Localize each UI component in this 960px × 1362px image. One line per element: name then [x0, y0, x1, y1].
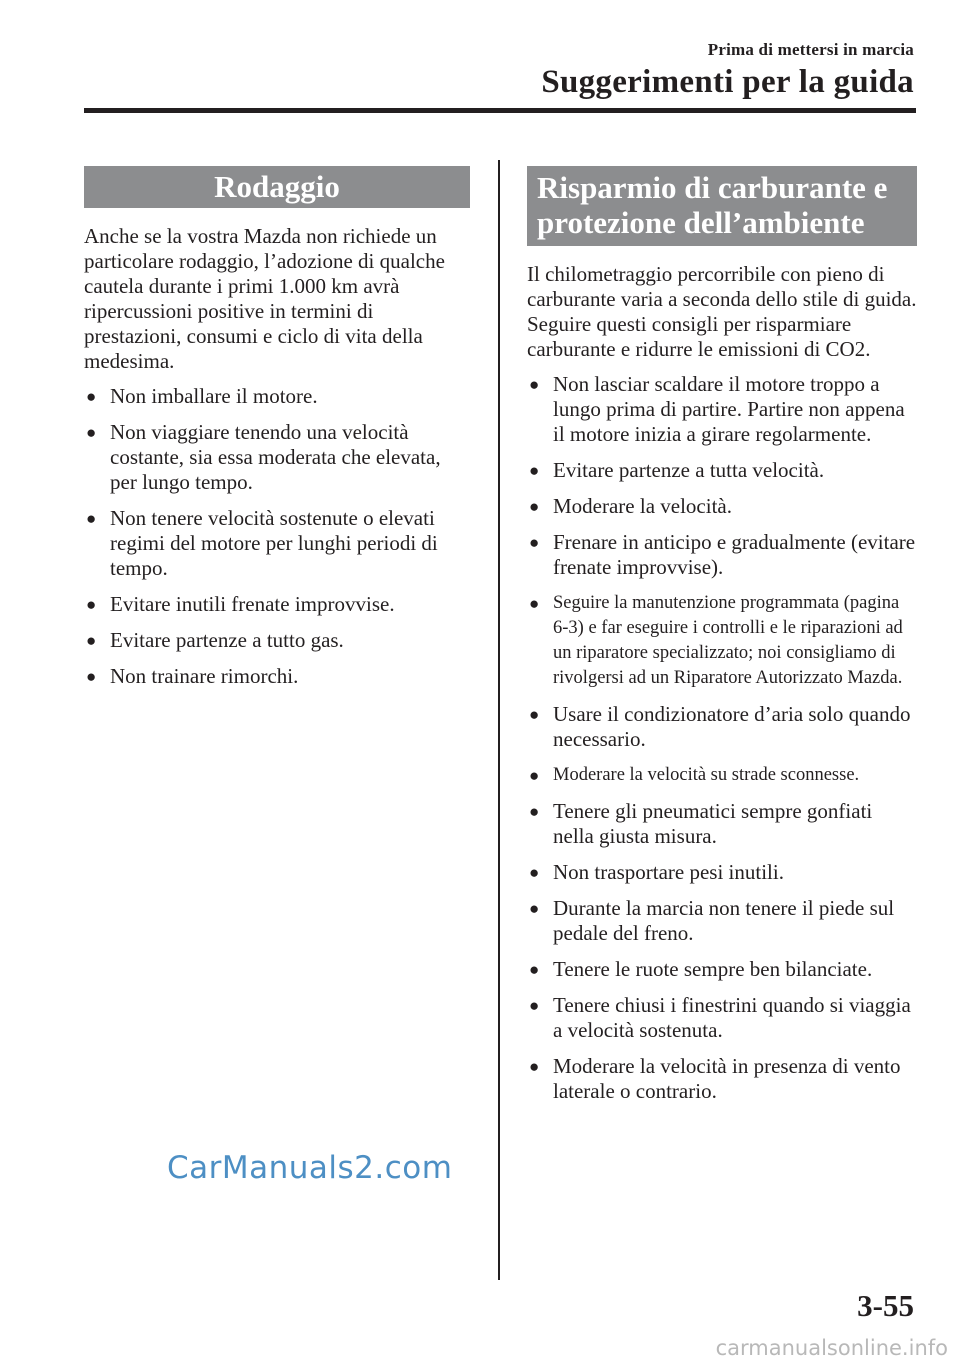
bullet-icon: ●	[86, 387, 97, 406]
list-item: ● Moderare la velocità.	[529, 494, 732, 518]
footer-watermark: carmanualsonline.info	[715, 1336, 948, 1360]
list-item: ● Frenare in anticipo e gradualmente (evitare frenate improvvise).	[529, 530, 916, 579]
list-item: ● Tenere chiusi i finestrini quando si viaggia a velocità sostenuta.	[529, 993, 911, 1042]
bullet-icon: ●	[86, 423, 97, 442]
list-item: ● Evitare inutili frenate improvvise.	[86, 592, 395, 616]
bullet-icon: ●	[86, 667, 97, 686]
bullet-icon: ●	[529, 375, 540, 394]
heading-line: Risparmio di carburante e	[537, 170, 888, 205]
intro-paragraph: Anche se la vostra Mazda non richiede un particolare rodaggio, l’adozione di qualche cautela durante i primi 1.000 km avrà ripercussioni positive in termini di prestazioni, consumi e ciclo di vita della medesima.	[84, 224, 445, 373]
bullet-icon: ●	[529, 996, 540, 1015]
bullet-icon: ●	[529, 960, 540, 979]
list-item: ● Non tenere velocità sostenute o elevati regimi del motore per lunghi periodi di tempo.	[86, 506, 438, 580]
bullet-icon: ●	[529, 705, 540, 724]
section-heading-risparmio	[527, 166, 917, 246]
list-item: ● Tenere gli pneumatici sempre gonfiati nella giusta misura.	[529, 799, 873, 848]
heading-line: protezione dell’ambiente	[537, 205, 865, 240]
list-item: ● Moderare la velocità su strade sconnesse.	[527, 763, 917, 788]
bullet-icon: ●	[86, 509, 97, 528]
bullet-icon: ●	[86, 631, 97, 650]
column-divider	[498, 160, 500, 1280]
section-heading-rodaggio: Rodaggio	[84, 166, 470, 208]
bullet-list	[527, 372, 917, 1104]
intro-paragraph: Il chilometraggio percorribile con pieno di carburante varia a seconda dello stile di guida. Seguire questi consigli per risparmiare carburante e ridurre le emissioni di CO2.	[527, 262, 917, 361]
list-item: ● Seguire la manutenzione programmata (pagina 6-3) e far eseguire i controlli e le riparazioni ad un riparatore specializzato; noi consigliamo di rivolgersi ad un Riparatore Autorizzato Mazda.	[529, 593, 903, 688]
bullet-icon: ●	[529, 461, 540, 480]
header-rule	[84, 108, 916, 113]
bullet-icon: ●	[529, 533, 540, 552]
list-item: ● Non viaggiare tenendo una velocità costante, sia essa moderata che elevata, per lungo tempo.	[86, 420, 441, 494]
list-item: ● Evitare partenze a tutto gas.	[86, 628, 344, 652]
bullet-icon: ●	[529, 1057, 540, 1076]
bullet-icon: ●	[529, 863, 540, 882]
list-item: ● Non lasciar scaldare il motore troppo a lungo prima di partire. Partire non appena il motore inizia a girare regolarmente.	[529, 372, 905, 446]
bullet-icon: ●	[529, 802, 540, 821]
watermark-logo: CarManuals2.com	[167, 1150, 453, 1186]
list-item: ● Usare il condizionatore d’aria solo quando necessario.	[529, 702, 911, 751]
bullet-icon: ●	[529, 766, 540, 785]
section-label: Prima di mettersi in marcia	[707, 40, 914, 59]
list-item: ● Non trasportare pesi inutili.	[529, 860, 784, 884]
list-item: ● Non imballare il motore.	[86, 384, 318, 408]
bullet-icon: ●	[529, 594, 540, 613]
list-item: ● Durante la marcia non tenere il piede sul pedale del freno.	[529, 896, 895, 945]
page-title: Suggerimenti per la guida	[541, 64, 914, 100]
list-item: ● Tenere le ruote sempre ben bilanciate.	[529, 957, 873, 981]
bullet-icon: ●	[529, 899, 540, 918]
bullet-list	[84, 384, 470, 689]
right-column	[527, 166, 917, 1115]
list-item: ● Moderare la velocità in presenza di vento laterale o contrario.	[529, 1054, 901, 1103]
list-item: ● Non trainare rimorchi.	[86, 664, 299, 688]
page-number: 3-55	[857, 1288, 914, 1323]
left-column	[84, 166, 470, 700]
bullet-icon: ●	[86, 595, 97, 614]
bullet-icon: ●	[529, 497, 540, 516]
list-item: ● Evitare partenze a tutta velocità.	[529, 458, 825, 482]
